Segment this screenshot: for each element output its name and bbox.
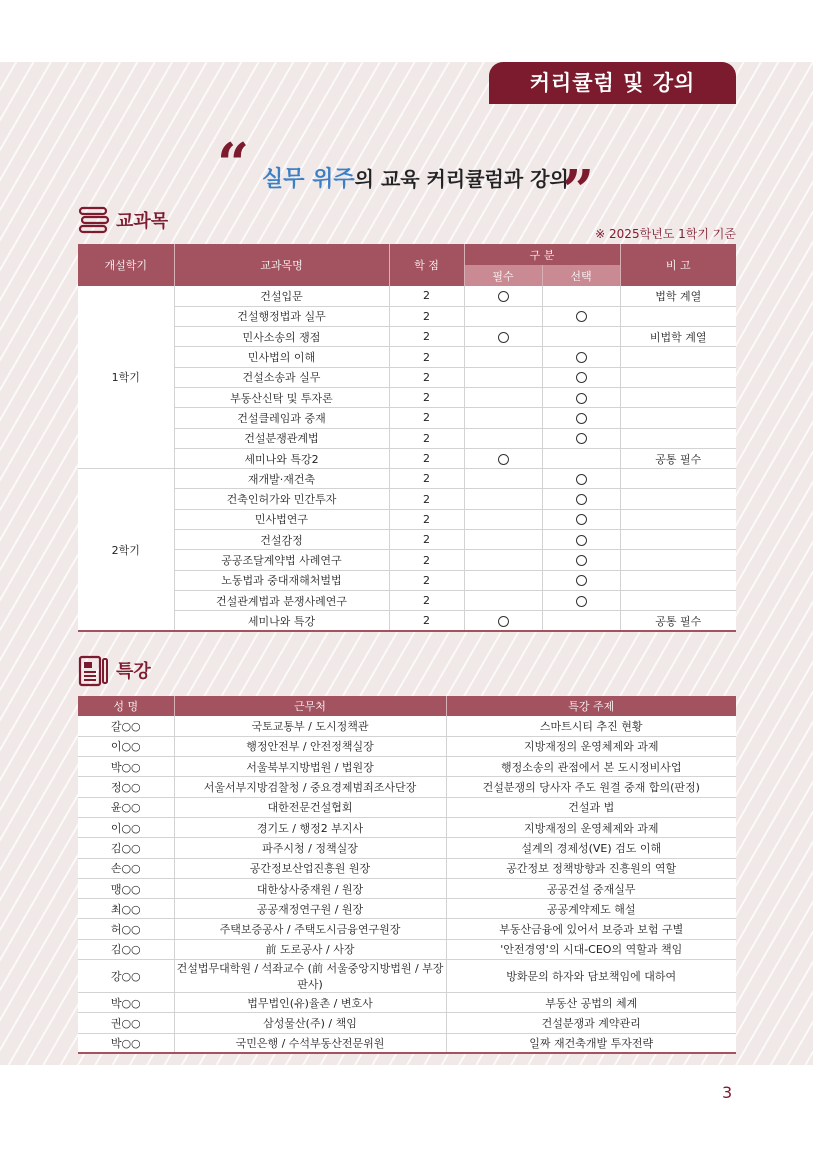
- course-name: 건설클레임과 중재: [174, 408, 389, 428]
- course-credit: 2: [389, 509, 464, 529]
- check-circle-icon: [576, 596, 587, 607]
- lecture-name: 최○○: [78, 899, 174, 919]
- course-required-cell: [464, 428, 542, 448]
- course-required-cell: [464, 489, 542, 509]
- lecture-workplace: 공공재정연구원 / 원장: [174, 899, 446, 919]
- lectures-body: [78, 716, 736, 1053]
- course-note: [620, 590, 736, 610]
- table-row: [78, 993, 736, 1013]
- lecture-topic: 행정소송의 관점에서 본 도시정비사업: [446, 757, 736, 777]
- course-elective-cell: [542, 347, 620, 367]
- lecture-topic: 부동산 공법의 체계: [446, 993, 736, 1013]
- lecture-workplace: 행정안전부 / 안전정책실장: [174, 736, 446, 756]
- course-name: 민사법연구: [174, 509, 389, 529]
- course-required-cell: [464, 387, 542, 407]
- lecture-topic: 일짜 재건축개발 투자전략: [446, 1033, 736, 1053]
- check-circle-icon: [576, 311, 587, 322]
- table-row: [78, 817, 736, 837]
- lecture-name: 권○○: [78, 1013, 174, 1033]
- lecture-name: 이○○: [78, 736, 174, 756]
- table-row: [78, 469, 736, 489]
- table-row: [78, 367, 736, 387]
- course-note: [620, 387, 736, 407]
- open-quote-icon: “: [217, 131, 250, 197]
- lecture-workplace: 공간정보산업진흥원 원장: [174, 858, 446, 878]
- lecture-workplace: 서울서부지방검찰청 / 중요경제범죄조사단장: [174, 777, 446, 797]
- lecture-name: 강○○: [78, 960, 174, 993]
- course-required-cell: [464, 570, 542, 590]
- course-credit: 2: [389, 408, 464, 428]
- table-row: [78, 878, 736, 898]
- lecture-topic: 스마트시티 추진 현황: [446, 716, 736, 736]
- course-required-cell: [464, 408, 542, 428]
- col-topic: 특강 주제: [446, 696, 736, 716]
- course-note: [620, 469, 736, 489]
- course-name: 노동법과 중대재해처벌법: [174, 570, 389, 590]
- check-circle-icon: [498, 454, 509, 465]
- course-elective-cell: [542, 530, 620, 550]
- check-circle-icon: [576, 413, 587, 424]
- course-note: [620, 509, 736, 529]
- close-quote-icon: ”: [562, 158, 595, 224]
- section-tab: 커리큘럼 및 강의: [489, 62, 736, 104]
- table-row: [78, 919, 736, 939]
- table-row: [78, 530, 736, 550]
- table-row: [78, 306, 736, 326]
- course-name: 공공조달계약법 사례연구: [174, 550, 389, 570]
- col-category: 구 분: [464, 244, 620, 265]
- course-elective-cell: [542, 367, 620, 387]
- lecture-workplace: 경기도 / 행정2 부지사: [174, 817, 446, 837]
- lecture-name: 갈○○: [78, 716, 174, 736]
- document-icon: [78, 655, 110, 685]
- check-circle-icon: [576, 433, 587, 444]
- lecture-name: 허○○: [78, 919, 174, 939]
- course-credit: 2: [389, 489, 464, 509]
- table-row: [78, 611, 736, 631]
- course-note: [620, 347, 736, 367]
- col-credit: 학 점: [389, 244, 464, 286]
- course-credit: 2: [389, 530, 464, 550]
- check-circle-icon: [576, 372, 587, 383]
- lecture-name: 박○○: [78, 1033, 174, 1053]
- check-circle-icon: [576, 393, 587, 404]
- table-row: [78, 777, 736, 797]
- course-name: 건설관계법과 분쟁사례연구: [174, 590, 389, 610]
- lecture-name: 맹○○: [78, 878, 174, 898]
- course-elective-cell: [542, 428, 620, 448]
- table-row: [78, 509, 736, 529]
- table-row: [78, 550, 736, 570]
- course-required-cell: [464, 367, 542, 387]
- table-row: [78, 858, 736, 878]
- course-credit: 2: [389, 428, 464, 448]
- lecture-name: 박○○: [78, 993, 174, 1013]
- lecture-workplace: 국토교통부 / 도시정책관: [174, 716, 446, 736]
- col-semester: 개설학기: [78, 244, 174, 286]
- col-elective: 선택: [542, 265, 620, 286]
- course-elective-cell: [542, 387, 620, 407]
- course-required-cell: [464, 469, 542, 489]
- course-note: [620, 570, 736, 590]
- course-required-cell: [464, 448, 542, 468]
- course-credit: 2: [389, 590, 464, 610]
- course-required-cell: [464, 347, 542, 367]
- course-name: 세미나와 특강: [174, 611, 389, 631]
- check-circle-icon: [498, 291, 509, 302]
- lecture-topic: 공공건설 중재실무: [446, 878, 736, 898]
- lecture-workplace: 대한상사중재원 / 원장: [174, 878, 446, 898]
- check-circle-icon: [576, 494, 587, 505]
- lectures-section-title: [78, 655, 151, 685]
- course-note: 법학 계열: [620, 286, 736, 306]
- col-lecturer-name: 성 명: [78, 696, 174, 716]
- lecture-topic: 건설분쟁과 계약관리: [446, 1013, 736, 1033]
- course-note: [620, 367, 736, 387]
- headline-highlight: 실무 위주: [262, 167, 355, 192]
- course-name: 건설감정: [174, 530, 389, 550]
- lecture-topic: 건설과 법: [446, 797, 736, 817]
- table-row: [78, 716, 736, 736]
- course-elective-cell: [542, 286, 620, 306]
- lecture-workplace: 파주시청 / 정책실장: [174, 838, 446, 858]
- lecture-name: 박○○: [78, 757, 174, 777]
- course-required-cell: [464, 306, 542, 326]
- books-icon: [78, 205, 110, 235]
- course-required-cell: [464, 327, 542, 347]
- check-circle-icon: [576, 575, 587, 586]
- course-name: 재개발·재건축: [174, 469, 389, 489]
- lecture-workplace: 대한전문건설협회: [174, 797, 446, 817]
- lecture-name: 손○○: [78, 858, 174, 878]
- course-credit: 2: [389, 448, 464, 468]
- course-elective-cell: [542, 611, 620, 631]
- course-required-cell: [464, 286, 542, 306]
- lectures-table: [78, 696, 736, 1054]
- lecture-topic: 설계의 경제성(VE) 검도 이해: [446, 838, 736, 858]
- course-elective-cell: [542, 448, 620, 468]
- course-elective-cell: [542, 590, 620, 610]
- course-credit: 2: [389, 306, 464, 326]
- course-note: [620, 306, 736, 326]
- table-row: [78, 286, 736, 306]
- course-credit: 2: [389, 286, 464, 306]
- col-workplace: 근무처: [174, 696, 446, 716]
- headline: [262, 162, 569, 193]
- course-note: [620, 550, 736, 570]
- courses-table: [78, 244, 736, 632]
- course-credit: 2: [389, 347, 464, 367]
- lecture-topic: 건설분쟁의 당사자 주도 원결 중재 합의(판정): [446, 777, 736, 797]
- course-elective-cell: [542, 408, 620, 428]
- check-circle-icon: [576, 514, 587, 525]
- lecture-name: 이○○: [78, 817, 174, 837]
- course-elective-cell: [542, 550, 620, 570]
- check-circle-icon: [576, 535, 587, 546]
- course-credit: 2: [389, 570, 464, 590]
- lecture-name: 정○○: [78, 777, 174, 797]
- check-circle-icon: [498, 332, 509, 343]
- course-elective-cell: [542, 570, 620, 590]
- courses-section-title: [78, 205, 168, 235]
- table-row: [78, 327, 736, 347]
- headline-rest: 의 교육 커리큘럼과 강의: [354, 167, 569, 191]
- lecture-name: 김○○: [78, 838, 174, 858]
- course-credit: 2: [389, 611, 464, 631]
- course-name: 건축인허가와 민간투자: [174, 489, 389, 509]
- lecture-workplace: 법무법인(유)율촌 / 변호사: [174, 993, 446, 1013]
- table-row: [78, 838, 736, 858]
- lecture-workplace: 건설법무대학원 / 석좌교수 (前 서울중앙지방법원 / 부장판사): [174, 960, 446, 993]
- courses-title-text: 교과목: [116, 211, 169, 232]
- table-row: [78, 408, 736, 428]
- course-required-cell: [464, 530, 542, 550]
- course-name: 민사법의 이해: [174, 347, 389, 367]
- course-elective-cell: [542, 327, 620, 347]
- course-note: [620, 408, 736, 428]
- basis-note: ※ 2025학년도 1학기 기준: [595, 227, 736, 241]
- lecture-topic: 공공계약제도 해설: [446, 899, 736, 919]
- table-row: [78, 448, 736, 468]
- semester-cell: 2학기: [78, 469, 174, 631]
- course-credit: 2: [389, 327, 464, 347]
- course-credit: 2: [389, 550, 464, 570]
- course-required-cell: [464, 550, 542, 570]
- table-row: [78, 590, 736, 610]
- lecture-topic: 방화문의 하자와 담보책임에 대하여: [446, 960, 736, 993]
- course-required-cell: [464, 611, 542, 631]
- course-elective-cell: [542, 469, 620, 489]
- col-course-name: 교과목명: [174, 244, 389, 286]
- course-note: 공통 필수: [620, 448, 736, 468]
- courses-body: [78, 286, 736, 631]
- lecture-name: 윤○○: [78, 797, 174, 817]
- course-note: [620, 428, 736, 448]
- check-circle-icon: [576, 555, 587, 566]
- lecture-workplace: 국민은행 / 수석부동산전문위원: [174, 1033, 446, 1053]
- course-note: [620, 530, 736, 550]
- course-elective-cell: [542, 306, 620, 326]
- lecture-workplace: 삼성물산(주) / 책임: [174, 1013, 446, 1033]
- check-circle-icon: [576, 474, 587, 485]
- lecture-topic: '안전경영'의 시대-CEO의 역할과 책임: [446, 939, 736, 959]
- table-row: [78, 428, 736, 448]
- table-row: [78, 387, 736, 407]
- course-name: 건설입문: [174, 286, 389, 306]
- table-row: [78, 347, 736, 367]
- lecture-name: 김○○: [78, 939, 174, 959]
- lecture-workplace: 前 도로공사 / 사장: [174, 939, 446, 959]
- course-note: 비법학 계열: [620, 327, 736, 347]
- course-required-cell: [464, 590, 542, 610]
- table-row: [78, 1013, 736, 1033]
- course-credit: 2: [389, 469, 464, 489]
- check-circle-icon: [576, 352, 587, 363]
- lecture-workplace: 서울북부지방법원 / 법원장: [174, 757, 446, 777]
- course-elective-cell: [542, 489, 620, 509]
- course-name: 세미나와 특강2: [174, 448, 389, 468]
- check-circle-icon: [498, 616, 509, 627]
- course-credit: 2: [389, 367, 464, 387]
- lectures-title-text: 특강: [116, 661, 151, 682]
- course-note: [620, 489, 736, 509]
- table-row: [78, 570, 736, 590]
- table-row: [78, 736, 736, 756]
- course-name: 건설소송과 실무: [174, 367, 389, 387]
- table-row: [78, 757, 736, 777]
- table-row: [78, 489, 736, 509]
- course-required-cell: [464, 509, 542, 529]
- course-name: 건설행정법과 실무: [174, 306, 389, 326]
- col-required: 필수: [464, 265, 542, 286]
- course-note: 공통 필수: [620, 611, 736, 631]
- table-row: [78, 960, 736, 993]
- lecture-workplace: 주택보증공사 / 주택도시금융연구원장: [174, 919, 446, 939]
- course-name: 부동산신탁 및 투자론: [174, 387, 389, 407]
- course-name: 민사소송의 쟁점: [174, 327, 389, 347]
- course-credit: 2: [389, 387, 464, 407]
- table-row: [78, 797, 736, 817]
- lecture-topic: 지방재정의 운영체제와 과제: [446, 817, 736, 837]
- table-row: [78, 899, 736, 919]
- course-name: 건설분쟁관계법: [174, 428, 389, 448]
- page-number: 3: [722, 1083, 733, 1102]
- col-note: 비 고: [620, 244, 736, 286]
- table-row: [78, 939, 736, 959]
- lecture-topic: 부동산금융에 있어서 보증과 보험 구별: [446, 919, 736, 939]
- lecture-topic: 지방재정의 운영체제와 과제: [446, 736, 736, 756]
- table-row: [78, 1033, 736, 1053]
- course-elective-cell: [542, 509, 620, 529]
- semester-cell: 1학기: [78, 286, 174, 469]
- lecture-topic: 공간정보 정책방향과 진흥원의 역할: [446, 858, 736, 878]
